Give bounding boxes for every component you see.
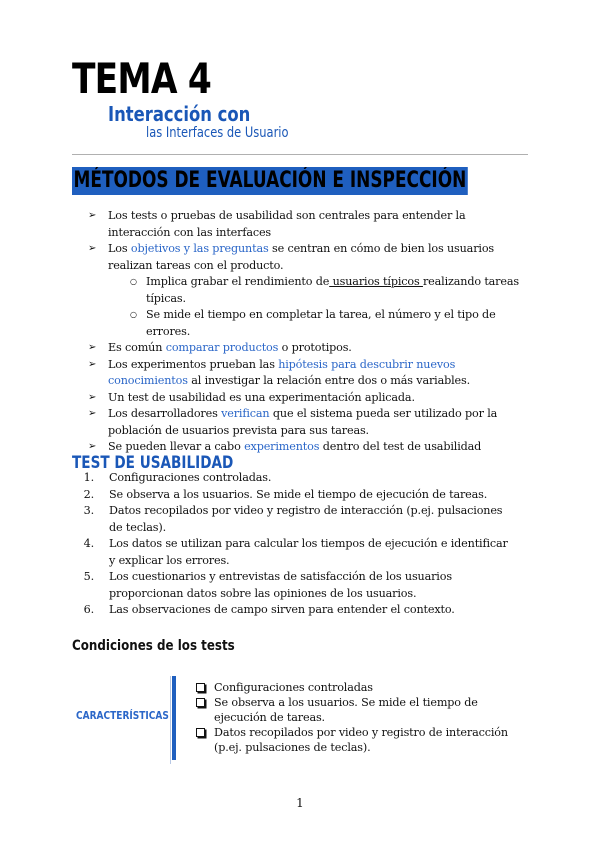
bullet-text: se centran en cómo de bien los usuarios realizan tareas con el producto.	[108, 242, 494, 272]
accent-bar	[172, 676, 176, 760]
circle-bullet-icon: ○	[130, 310, 137, 319]
list-item-text: Configuraciones controladas.	[109, 471, 272, 484]
sub-list-item	[88, 274, 530, 307]
characteristics-list	[196, 680, 526, 755]
arrow-bullet-icon: ➢	[88, 210, 97, 221]
bullet-text: dentro del test de usabilidad	[319, 440, 482, 453]
list-item-text: Se observa a los usuarios. Se mide el tiempo de ejecución de tareas.	[109, 487, 488, 501]
list-item	[88, 208, 530, 241]
checkbox-icon	[196, 728, 205, 737]
bullet-text: que el sistema pueda ser utilizado por la población de usuarios prevista para sus tareas.	[108, 407, 498, 437]
arrow-bullet-icon: ➢	[88, 342, 97, 353]
list-item	[88, 390, 530, 407]
arrow-bullet-icon: ➢	[88, 243, 97, 254]
list-item	[196, 695, 526, 725]
bullet-text: al investigar la relación entre dos o más variables.	[187, 374, 471, 387]
checkbox-icon	[196, 698, 205, 707]
highlight-link: comparar productos	[165, 341, 279, 354]
list-item-text: Se observa a los usuarios. Se mide el tiempo de ejecución de tareas.	[214, 696, 478, 724]
list-number: 5.	[83, 570, 94, 583]
bullet-text: Es común	[108, 341, 166, 354]
list-item	[78, 536, 512, 569]
bullet-text: o prototipos.	[278, 341, 352, 354]
characteristics-label: CARACTERÍSTICAS	[76, 709, 169, 722]
list-item	[196, 725, 526, 755]
list-item	[88, 406, 530, 439]
sub-list-item	[88, 307, 530, 340]
checkbox-icon	[196, 683, 205, 692]
highlight-link: experimentos	[244, 440, 320, 453]
divider-line	[170, 676, 171, 764]
bullet-text: Los desarrolladores	[108, 407, 222, 420]
bullet-text: Se mide el tiempo en completar la tarea, el número y el tipo de errores.	[146, 308, 496, 338]
list-item-text: Los datos se utilizan para calcular los tiempos de ejecución e identificar y explicar los errores.	[109, 537, 508, 567]
list-item	[196, 680, 526, 695]
highlight-link: verifican	[221, 407, 270, 420]
subtitle-line2: las Interfaces de Usuario	[146, 125, 289, 141]
list-item-text: Datos recopilados por video y registro de interacción (p.ej. pulsaciones de teclas).	[109, 504, 503, 534]
subtitle-line1: Interacción con	[108, 102, 251, 126]
circle-bullet-icon: ○	[130, 277, 137, 286]
list-item	[88, 357, 530, 390]
bullet-text: Se pueden llevar a cabo	[108, 440, 245, 453]
list-item	[78, 487, 512, 504]
arrow-bullet-icon: ➢	[88, 441, 97, 452]
arrow-bullet-icon: ➢	[88, 391, 97, 403]
bullet-text: Los tests o pruebas de usabilidad son centrales para entender la interacción con las interfaces	[108, 209, 466, 239]
list-item-text: Las observaciones de campo sirven para entender el contexto.	[109, 603, 455, 616]
arrow-bullet-icon: ➢	[88, 358, 97, 370]
list-number: 3.	[83, 504, 94, 517]
list-number: 2.	[83, 487, 94, 501]
bullet-text: Los	[108, 242, 131, 255]
list-item-text: Configuraciones controladas	[214, 681, 373, 694]
list-item	[88, 241, 530, 274]
list-item	[78, 503, 512, 536]
list-number: 4.	[83, 537, 94, 550]
bullet-text: Implica grabar el rendimiento de	[146, 275, 330, 288]
tema-title: TEMA 4	[72, 54, 211, 103]
highlight-link: objetivos y las preguntas	[130, 242, 269, 255]
header-divider	[72, 154, 528, 155]
bullet-text: realizando tareas típicas.	[146, 275, 519, 305]
bullet-text: Un test de usabilidad es una experimentación aplicada.	[108, 390, 415, 404]
list-item-text: Los cuestionarios y entrevistas de satisfacción de los usuarios proporcionan datos sobre las opiniones de los usuarios.	[109, 570, 452, 600]
underlined-text: usuarios típicos	[329, 275, 423, 288]
highlight-link: hipótesis para descubrir nuevos conocimientos	[108, 357, 456, 387]
list-number: 1.	[83, 471, 94, 484]
numbered-list	[78, 470, 512, 619]
list-item	[78, 569, 512, 602]
page-number: 1	[296, 796, 304, 810]
bullet-list	[88, 208, 530, 456]
section-title-test-usabilidad: TEST DE USABILIDAD	[72, 453, 234, 473]
arrow-bullet-icon: ➢	[88, 408, 97, 419]
list-item	[88, 340, 530, 357]
list-item	[78, 602, 512, 619]
list-item	[78, 470, 512, 487]
section-title-condiciones: Condiciones de los tests	[72, 638, 235, 654]
bullet-text: Los experimentos prueban las	[108, 357, 279, 371]
section-title-metodos: MÉTODOS DE EVALUACIÓN E INSPECCIÓN	[73, 168, 467, 193]
list-item-text: Datos recopilados por video y registro de interacción (p.ej. pulsaciones de teclas).	[214, 726, 508, 754]
list-number: 6.	[83, 603, 94, 616]
